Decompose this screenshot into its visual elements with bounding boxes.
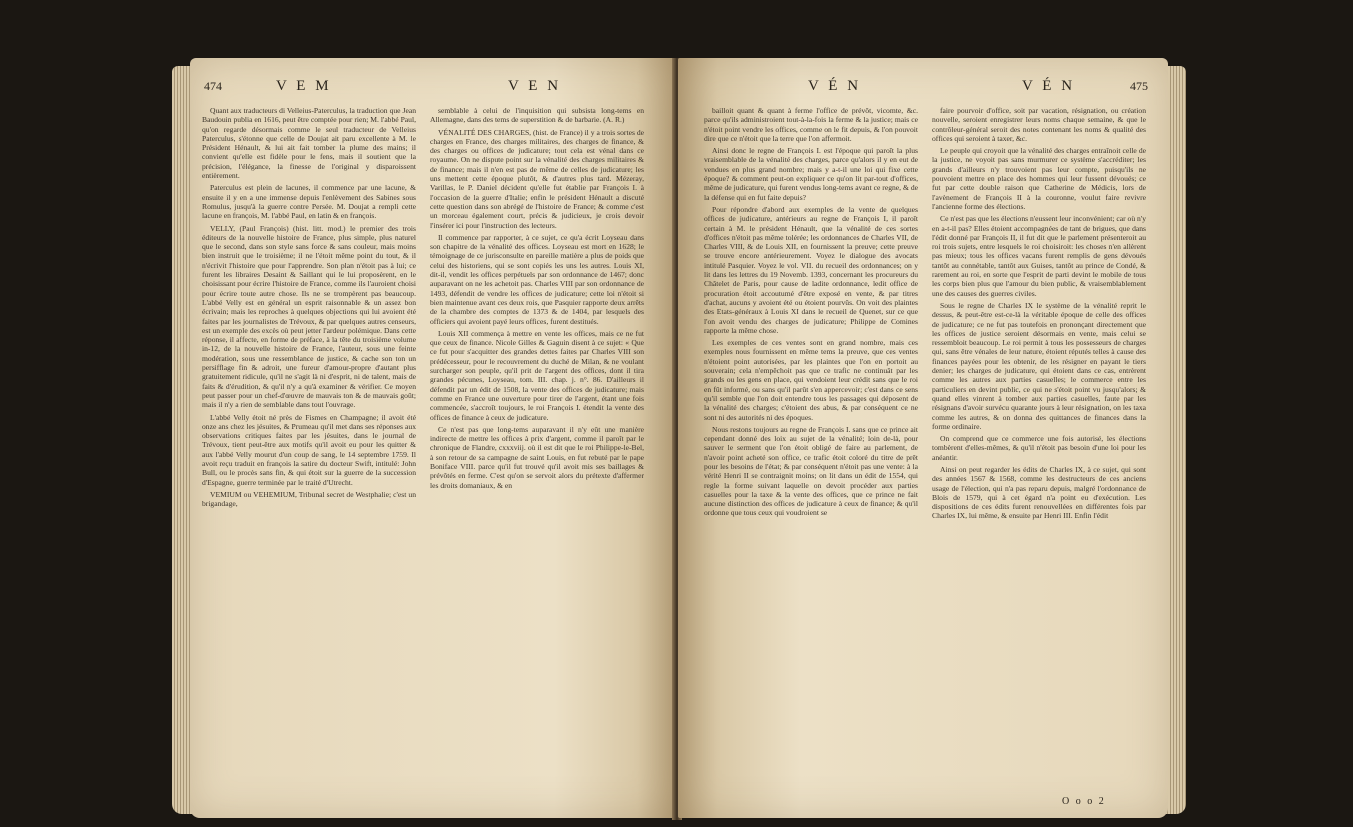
text-column xyxy=(430,106,644,493)
signature-mark: O o o 2 xyxy=(1062,796,1106,807)
page-number: 474 xyxy=(204,79,222,93)
paragraph: L'abbé Velly étoit né près de Fismes en Champagne; il avoit été onze ans chez les jésuites, & Prumeau qu'il met dans ses réponses aux observations critiques faites par les jésuites, dans le journal de Trévoux, tient peut-être aux motifs qu'il avoit eu pour les quitter & aux l'abbé Velly mourut d'un coup de sang, le 14 septembre 1759. Il avoit reçu traduit en françois la satire du docteur Swift, intitulé: John Bull, ou le procès sans fin, & qui étoit sur la guerre de la succession d'Espagne, guerre terminée par le traité d'Utrecht. xyxy=(202,412,416,487)
paragraph: Ainsi donc le regne de François I. est l'époque qui paroît la plus vraisemblable de la vénalité des charges, parce qu'alors il y en eut de vendues en plus grand nombre; mais y a-t-il une loi qui fixe cette époque? & comment peut-on expliquer ce qu'on lit par-tout d'offices, même de judicature, qui furent vendus long-tems avant ce regne, & de la défense qui en fut faite depuis? xyxy=(704,146,918,202)
paragraph: Paterculus est plein de lacunes, il commence par une lacune, & ensuite il y en a une immense depuis l'enlèvement des Sabines sous Romulus, jusqu'à la guerre contre Persée. M. Doujat a rempli cette lacune en françois, M. l'abbé Paul, en latin & en françois. xyxy=(202,183,416,221)
paragraph: Louis XII commença à mettre en vente les offices, mais ce ne fut que ceux de finance. Nicole Gilles & Gaguin disent à ce sujet: « Que ce fut pour s'acquitter des grandes dettes faites par Charles VIII son prédécesseur, pour le recouvrement du duché de Milan, & ne voulant surcharger son peuple, qu'il prit de l'argent des offices, dont il tira grandes pécunes, Loyseau, tom. III. chap. j. n°. 86. D'ailleurs il défendit par un édit de 1508, la vente des offices de judicature; mais comme en France une ouverture pour tirer de l'argent, étant une fois commencée, s'accroît toujours, le roi François I. étendit la vente des offices de finance à ceux de judicature. xyxy=(430,328,644,422)
paragraph: Ainsi on peut regarder les édits de Charles IX, à ce sujet, qui sont des années 1567 & 1568, comme les destructeurs de ces anciens usage de l'élection, qui n'a pas reparu depuis, malgré l'ordonnance de Blois de 1579, qui à cet égard n'a point eu d'exécution. Les dispositions de ces édits furent renouvellées en différentes fois par Charles IX, lui même, & ensuite par Henri III. Enfin l'édit xyxy=(932,464,1146,521)
paragraph: Les exemples de ces ventes sont en grand nombre, mais ces exemples nous fournissent en même tems la preuve, que ces ventes n'étoient point autorisées, par les plaintes que l'on en portoit au souverain; cela n'empêchoit pas que ce trafic ne continuât par les grands ou les gens en place, qui vendoient leur crédit sans que le roi en fût informé, ou sans qu'il parût s'en appercevoir; c'est dans ce sens qu'il semble que l'on doit entendre tous les passages qui déposent de la vénalité des charges; c'étoient des abus, & par conséquent ce ne sont ni des autorités ni des époques. xyxy=(704,338,918,422)
paragraph: VÉNALITÉ DES CHARGES, (hist. de France) il y a trois sortes de charges en France, des charges militaires, des charges de finance, & des charges ou offices de judicature; tout cela est vénal dans ce royaume. On ne dispute point sur la vénalité des charges militaires & de finance; mais il n'en est pas de même de celles de judicature; les uns mettent cette époque plutôt, & d'autres plus tard. Mézeray, Varillas, le P. Daniel décident qu'elle fut établie par François I. à l'occasion de la guerre d'Italie; enfin le président Hénault a discuté cette question dans son abrégé de l'histoire de France; & comme c'est un morceau également court, précis & judicieux, je crois devoir l'insérer ici pour l'instruction des lecteurs. xyxy=(430,127,644,230)
paragraph: Ce n'est pas que les élections n'eussent leur inconvénient; car où n'y en a-t-il pas? Elles étoient accompagnées de tant de brigues, que dans l'édit donné par François II, il fut dit que le parlement présenteroit au roi trois sujets, entre lesquels le roi choisiroit: les choses n'en allèrent pas mieux; tous les offices vacans furent remplis de gens dévoués tantôt au connétable, tantôt aux Guises, tantôt au prince de Condé, & rarement au roi, en sorte que l'esprit de parti devint le mobile de tous les corps bien plus que l'amour du bien public, & vraisemblablement une des causes des guerres civiles. xyxy=(932,214,1146,298)
paragraph: On comprend que ce commerce une fois autorisé, les élections tombèrent d'elles-mêmes, & qu'il n'étoit pas besoin d'une loi pour les anéantir. xyxy=(932,434,1146,462)
paragraph: bailloit quant & quant à ferme l'office de prévôt, vicomte, &c. parce qu'ils administroient tout-à-la-fois la ferme & la justice; mais ce n'étoit point vendre les offices, comme on le fit depuis, & l'on pouvoit dire que ce n'étoit que la terre que l'on affermoit. xyxy=(704,106,918,143)
running-head: V É N xyxy=(808,78,862,94)
running-head: V É N xyxy=(1022,78,1076,94)
text-column xyxy=(704,106,918,521)
running-head: V E N xyxy=(508,78,562,94)
right-page xyxy=(678,58,1168,818)
paragraph: VEMIUM ou VEHEMIUM, Tribunal secret de Westphalie; c'est un brigandage, xyxy=(202,489,416,509)
paragraph: Le peuple qui croyoit que la vénalité des charges entraînoit celle de la justice, ne voyoit pas sans murmurer ce système s'accréditer; les grands d'ailleurs n'y trouvoient pas leur compte, puisqu'ils ne pouvoient mettre en place des hommes qui leur fussent dévoués; ce fut par cette double raison que Catherine de Médicis, lors de l'avènement de François II à la couronne, voulut faire revivre l'ancienne forme des élections. xyxy=(932,146,1146,211)
paragraph: Quant aux traducteurs di Velleius-Paterculus, la traduction que Jean Baudouin publia en 1616, peut être comptée pour rien; M. l'abbé Paul, qu'on regarde désormais comme le seul traducteur de Velleius Paterculus, s'étonne que celle de Doujat ait paru excellente à M. le Président Hénault, & lui ait fait tomber la plume des mains; il convient qu'elle est fidèle pour le fens, mais il soutient que la précision, l'élégance, la finesse de l'original y disparoissent entièrement. xyxy=(202,106,416,181)
page-number: 475 xyxy=(1130,79,1148,93)
text-column xyxy=(932,106,1146,524)
text-column xyxy=(202,106,416,511)
paragraph: Sous le regne de Charles IX le système de la vénalité reprit le dessus, & peut-être est-ce-là la véritable époque de celle des offices de judicature; ce ne fut pas toutefois en prononçant directement que les offices de justice seroient désormais en vente, mais celui se ressembloit beaucoup. Le roi permit à tous les possesseurs de charges qui, sans être vénales de leur nature, étoient réputés telles à cause des finances payées pour les obtenir, de les résigner en payant le tiers denier; les charges de judicature, qui étoient dans ce cas, entrèrent comme les autres aux parties casuelles; le commerce entre les particuliers en devint public, ce qui ne s'étoit point vu jusqu'alors; & quand elles vinrent à tomber aux parties casuelles, faute par les résignans d'avoir survécu quarante jours à leur résignation, on les taxa comme les autres, & on donna des quittances de finances dans la forme ordinaire. xyxy=(932,300,1146,431)
paragraph: Nous restons toujours au regne de François I. sans que ce prince ait cependant donné des loix au sujet de la vénalité; loin de-là, pour sauver le serment que l'on étoit obligé de faire au parlement, de n'avoir point acheté son office, ce trafic étoit coloré du titre de prêt pour les besoins de l'état; & par conséquent n'étoit pas une vente: à la vérité Henri II se contraignit moins; on lit dans un édit de 1554, qui regle la forme suivant laquelle on devoit procéder aux parties casuelles pour la taxe & la vente des offices, que ce prince ne fait aucune distinction des offices de judicature à ceux de finance; & qu'il ordonne que tous ceux qui voudroient se xyxy=(704,424,918,518)
running-head: V E M xyxy=(276,78,332,94)
paragraph: Ce n'est pas que long-tems auparavant il n'y eût une manière indirecte de mettre les offices à prix d'argent, comme il paroît par le chronique de Flandre, cxxxviij. où il est dit que le roi Philippe-le-Bel, à son retour de sa campagne de saint Louis, en fut rebuté par le pape Boniface VIII. parce qu'il fut trouvé qu'il avoit mis ses baillages & prévôtés en ferme. C'est qu'on se servoit alors du prétexte d'affermer les droits domaniaux, & en xyxy=(430,424,644,490)
paragraph: semblable à celui de l'inquisition qui subsista long-tems en Allemagne, dans des tems de superstition & de barbarie. (A. R.) xyxy=(430,106,644,125)
paragraph: faire pourvoir d'office, soit par vacation, résignation, ou création nouvelle, seroient enregistrer leurs noms chaque semaine, & que le contrôleur-général seroit des notes contenant les noms & qualité des offices qui seroient à taxer, &c. xyxy=(932,106,1146,143)
paragraph: Pour répondre d'abord aux exemples de la vente de quelques offices de judicature, antérieurs au regne de François I, il paroît certain à M. le président Hénault, que la vénalité de ces sortes d'offices n'étoit pas même tolérée; les ordonnances de Charles VII, de Charles VIII, & de Louis XII, en fournissent la preuve; cette preuve se trouve encore antérieurement. Voyez le dialogue des avocats intitulé Pasquier. Voyez le vol. VII. du recueil des ordonnances; on y lit dans les lettres du 19 Novemb. 1393, concernant les procureurs du Châtelet de Paris, pour cause de ladite ordonnance, ledit office de procuration étoit accoutumé d'être exposé en vente, & par titres d'achat, aucuns y avoient été ou étoient pourvûs. On voit des plaintes des Etats-généraux à Louis XI dans le recueil de Quenet, sur ce que l'on avoit vendu des charges de judicature; Philippe de Comines rapporte la même chose. xyxy=(704,204,918,335)
paragraph: VELLY, (Paul François) (hist. litt. mod.) le premier des trois éditeurs de la nouvelle histoire de France, plus simple, plus naturel que le second, dans son style sans force & sans couleur, mais moins bien instruit que le troisième; il ne l'étoit même point du tout, & il n'écrivit l'histoire que pour l'apprendre. Son plan n'étoit pas à lui; ce furent les libraires Desaint & Saillant qui le lui proposèrent, en le choisissant pour écrire l'histoire de France, comme ils l'auroient choisi pour écrire toute autre chose. Ils ne se trompèrent pas beaucoup. L'abbé Velly est en général un esprit raisonnable & un assez bon écrivain; mais les reproches à quelques objections qui lui avoient été faites par les journalistes de Trévoux, & par quelques autres censeurs, est un exemple des excès où peut jetter l'ardeur polémique. Dans cette réponse, il affecte, en forme de préface, à la tête du troisième volume in-12, de la nouvelle histoire de France, l'auteur, sous une feinte modération, sous une ressemblance de justice, & cache son ton un persifflage fin & adroit, une fureur d'amour-propre d'autant plus gratuitement ridicule, qu'il ne s'agit là ni d'esprit, ni de talent, mais de faits & d'érudition, & qu'il n'y a qu'à examiner & vérifier. Ce moyen peut passer pour un chef-d'œuvre de mauvais ton & de mauvais goût; mais il n'y a rien de semblable dans tout l'ouvrage. xyxy=(202,223,416,410)
left-page xyxy=(190,58,676,818)
paragraph: Il commence par rapporter, à ce sujet, ce qu'a écrit Loyseau dans son chapitre de la vénalité des offices. Loyseau est mort en 1628; le témoignage de ce jurisconsulte en pareille matière a plus de poids que celui des historiens, qui se sont copiés les uns les autres. Louis XI, dit-il, vendit les offices perpétuels par son ordonnance de 1467; donc auparavant on ne les achetoit pas. Charles VIII par son ordonnance de 1493, défendit de vendre les offices de judicature; cette loi n'étoit si bien maintenue avant ces deux rois, que Pasquier rapporte deux arrêts de la chambre des comptes de 1373 & de 1404, par lesquels des officiers qui avoient payé leurs offices, furent destitués. xyxy=(430,232,644,326)
